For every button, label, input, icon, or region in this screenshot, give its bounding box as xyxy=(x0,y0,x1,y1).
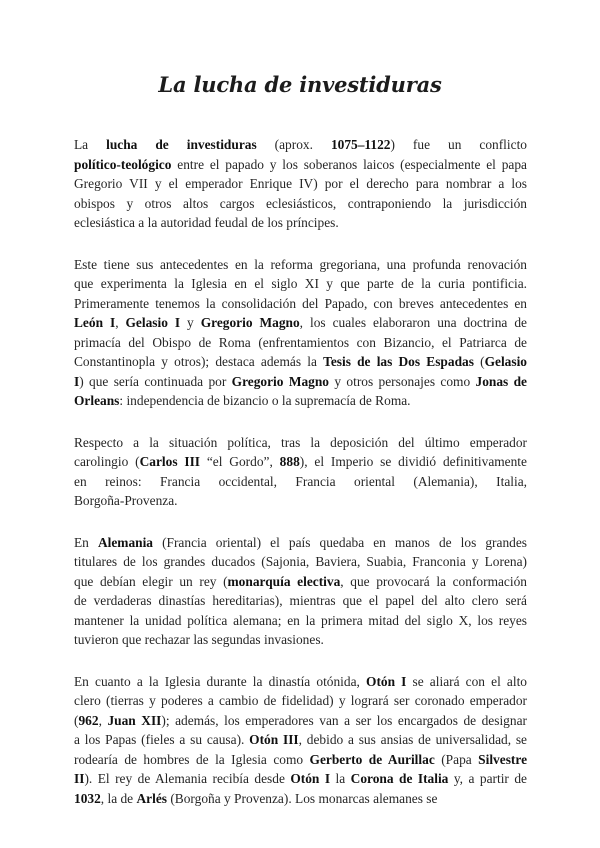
text-run: ), el Imperio se dividió definitivamente xyxy=(299,454,527,469)
text-line xyxy=(74,533,527,553)
text-run: ) que sería continuada por xyxy=(79,373,232,389)
text-run: tuvieron que rechazar las segundas invasiones. xyxy=(74,632,324,647)
bold-text: Corona de Italia xyxy=(350,771,449,786)
text-line xyxy=(74,452,527,472)
text-run: Este tiene sus antecedentes en la reforma gregoriana, una profunda renovación xyxy=(74,256,527,272)
text-run: (aprox. xyxy=(256,137,331,152)
text-run: primacía del Obispo de Roma (enfrentamientos con Bizancio, el Patriarca de xyxy=(74,334,527,350)
text-run: Borgoña-Provenza. xyxy=(74,493,178,508)
text-run: ); además, los emperadores van a ser los encargados de designar xyxy=(161,712,527,728)
bold-text: II xyxy=(74,771,85,786)
text-run: mantener la unidad política alemana; en la primera mitad del siglo X, los reyes xyxy=(74,612,527,628)
text-line xyxy=(74,472,527,492)
bold-text: Gregorio Magno xyxy=(200,315,300,330)
paragraph xyxy=(74,135,527,233)
text-line xyxy=(74,711,527,731)
text-line xyxy=(74,274,527,294)
document-body xyxy=(74,135,527,830)
text-run: que debían elegir un rey ( xyxy=(74,573,228,589)
text-run: de verdaderas dinastías hereditarias), mientras que el papel del alto clero será xyxy=(74,593,527,608)
text-line xyxy=(74,194,527,214)
text-run: ). El rey de Alemania recibía desde xyxy=(84,771,291,786)
text-line xyxy=(74,552,527,572)
text-line xyxy=(74,691,527,711)
bold-text: 888 xyxy=(279,454,300,469)
bold-text: 1075–1122 xyxy=(330,137,391,152)
text-line xyxy=(74,294,527,314)
bold-text: Gelasio xyxy=(484,354,527,369)
text-run: En xyxy=(74,534,98,550)
text-line xyxy=(74,313,527,333)
text-run: (Borgoña y Provenza). Los monarcas alemanes se xyxy=(166,790,438,806)
text-run: La xyxy=(74,137,107,152)
text-run: ( xyxy=(473,354,485,369)
text-run: : independencia de bizancio o la supremacía de Roma. xyxy=(119,393,411,408)
bold-text: Jonas de xyxy=(475,373,528,389)
bold-text: monarquía electiva xyxy=(227,573,341,589)
text-line xyxy=(74,135,527,155)
text-run: Primeramente tenemos la consolidación del Papado, con breves antecedentes en xyxy=(74,295,527,311)
bold-text: Otón III xyxy=(249,732,299,747)
text-run: la xyxy=(330,771,351,786)
bold-text: I xyxy=(74,373,80,389)
text-line xyxy=(74,572,527,592)
text-run: y otros personajes como xyxy=(329,373,476,389)
bold-text: Tesis de las Dos Espadas xyxy=(323,354,474,369)
bold-text: Juan XII xyxy=(107,712,162,728)
text-run: Respecto a la situación política, tras la deposición del último emperador xyxy=(74,434,527,450)
text-line xyxy=(74,155,527,175)
text-line xyxy=(74,491,527,511)
bold-text: 1032 xyxy=(74,790,101,806)
bold-text: Gregorio Magno xyxy=(231,373,329,389)
text-line xyxy=(74,750,527,770)
text-line xyxy=(74,255,527,275)
bold-text: Silvestre xyxy=(478,751,528,767)
text-run: Gregorio VII y el emperador Enrique IV) por el derecho para nombrar a los xyxy=(74,176,527,191)
paragraph xyxy=(74,433,527,511)
text-run: , que provocará la conformación xyxy=(340,573,527,589)
text-run: y xyxy=(180,315,201,330)
text-line xyxy=(74,769,527,789)
text-run: , xyxy=(115,315,126,330)
text-run: (Francia oriental) el país quedaba en manos de los grandes xyxy=(153,534,527,550)
text-run: Constantinopla y otros); destaca además la xyxy=(74,354,324,369)
text-run: , la de xyxy=(100,790,137,806)
document-title: La lucha de investiduras xyxy=(158,72,442,97)
text-run: ) fue un conflicto xyxy=(390,137,527,152)
bold-text: Orleans xyxy=(74,393,120,408)
text-line xyxy=(74,213,527,233)
text-line xyxy=(74,630,527,650)
text-run: y, a partir de xyxy=(448,771,527,786)
text-run: , los cuales elaboraron una doctrina de xyxy=(299,315,527,330)
text-run: titulares de los grandes ducados (Sajonia, Baviera, Suabia, Franconia y Lorena) xyxy=(74,554,527,569)
text-run: clero (tierras y poderes a cambio de fidelidad) y logrará ser coronado emperador xyxy=(74,693,527,708)
text-line xyxy=(74,433,527,453)
text-line xyxy=(74,730,527,750)
paragraph xyxy=(74,533,527,650)
text-run: entre el papado y los soberanos laicos (especialmente el papa xyxy=(171,156,527,172)
text-run: “el Gordo”, xyxy=(200,454,280,469)
text-line xyxy=(74,611,527,631)
text-line xyxy=(74,672,527,692)
text-line xyxy=(74,352,527,372)
text-run: (Papa xyxy=(434,751,479,767)
text-run: se aliará con el alto xyxy=(406,673,528,689)
text-run: , debido a sus ansias de universalidad, se xyxy=(298,732,527,747)
text-line xyxy=(74,333,527,353)
text-line xyxy=(74,591,527,611)
text-run: ( xyxy=(74,712,79,728)
text-run: rodearía de hombres de la Iglesia como xyxy=(74,751,310,767)
text-line xyxy=(74,789,527,809)
bold-text: Carlos III xyxy=(139,454,201,469)
bold-text: Gerberto de Aurillac xyxy=(309,751,435,767)
bold-text: Arlés xyxy=(136,790,167,806)
text-run: En cuanto a la Iglesia durante la dinastía otónida, xyxy=(74,673,367,689)
paragraph xyxy=(74,255,527,411)
text-run: , xyxy=(98,712,108,728)
paragraph xyxy=(74,672,527,809)
bold-text: político-teológico xyxy=(74,156,172,172)
text-run: que experimenta la Iglesia en el siglo XI y que parte de la curia pontificia. xyxy=(74,276,527,291)
text-run: en reinos: Francia occidental, Francia oriental (Alemania), Italia, xyxy=(74,473,527,489)
bold-text: Otón I xyxy=(290,771,331,786)
text-line xyxy=(74,372,527,392)
text-line xyxy=(74,174,527,194)
text-run: eclesiástica a la autoridad feudal de los príncipes. xyxy=(74,215,339,230)
bold-text: León I xyxy=(74,315,116,330)
bold-text: Otón I xyxy=(366,673,407,689)
bold-text: 962 xyxy=(78,712,99,728)
text-line xyxy=(74,391,527,411)
text-run: a los Papas (fieles a su causa). xyxy=(74,732,250,747)
bold-text: Gelasio I xyxy=(125,315,181,330)
bold-text: Alemania xyxy=(97,534,153,550)
text-run: carolingio ( xyxy=(74,454,140,469)
bold-text: lucha de investiduras xyxy=(106,137,257,152)
text-run: obispos y otros altos cargos eclesiásticos, contraponiendo la jurisdicción xyxy=(74,195,527,211)
